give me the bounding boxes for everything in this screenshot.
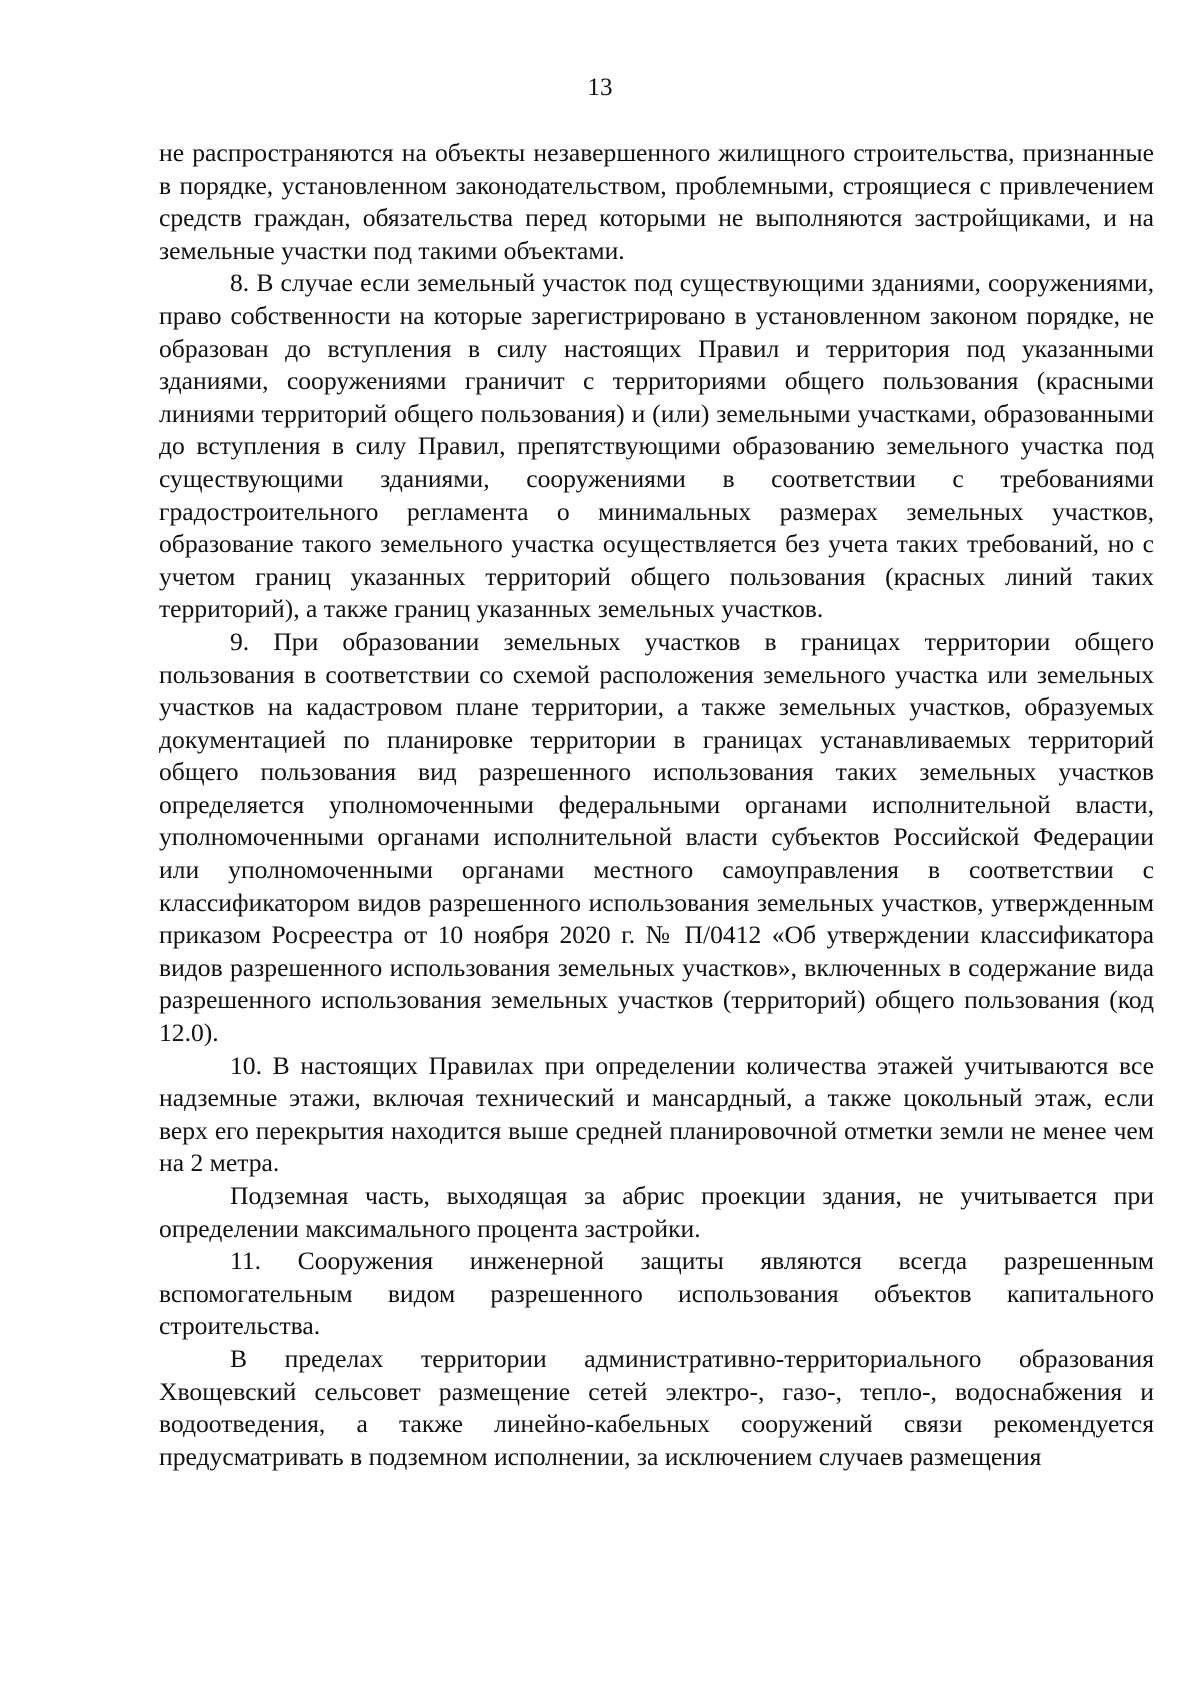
paragraph-continuation: не распространяются на объекты незавершенного жилищного строительства, признанные в порядке, установленном законодательством, проблемными, строящиеся с привлечением средств граждан, обязательства перед которыми не выполняются застройщиками, и на земельные участки под такими объектами.: [159, 138, 1154, 265]
paragraph-item-8: 8. В случае если земельный участок под существующими зданиями, сооружениями, право собственности на которые зарегистрировано в установленном законом порядке, не образован до вступления в силу настоящих Правил и территория под указанными зданиями, сооружениями граничит с территориями общего пользования (красными линиями территорий общего пользования) и (или) земельными участками, образованными до вступления в силу Правил, препятствующими образованию земельного участка под существующими зданиями, сооружениями в соответствии с требованиями градостроительного регламента о минимальных размерах земельных участков, образование такого земельного участка осуществляется без учета таких требований, но с учетом границ указанных территорий общего пользования (красных линий таких территорий), а также границ указанных земельных участков.: [159, 268, 1154, 624]
paragraph-networks-placement: В пределах территории административно-территориального образования Хвощевский сельсовет размещение сетей электро-, газо-, тепло-, водоснабжения и водоотведения, а также линейно-кабельных сооружений связи рекомендуется предусматривать в подземном исполнении, за исключением случаев размещения: [159, 1343, 1154, 1471]
paragraph-item-9: 9. При образовании земельных участков в границах территории общего пользования в соответствии со схемой расположения земельного участка или земельных участков на кадастровом плане территории, а также земельных участков, образуемых документацией по планировке территории в границах устанавливаемых территорий общего пользования вид разрешенного использования таких земельных участков определяется уполномоченными федеральными органами исполнительной власти, уполномоченными органами исполнительной власти субъектов Российской Федерации или уполномоченными органами местного самоуправления в соответствии с классификатором видов разрешенного использования земельных участков, утвержденным приказом Росреестра от 10 ноября 2020 г. № П/0412 «Об утверждении классификатора видов разрешенного использования земельных участков», включенных в содержание вида разрешенного использования земельных участков (территорий) общего пользования (код 12.0).: [159, 626, 1154, 1048]
paragraph-item-10: 10. В настоящих Правилах при определении количества этажей учитываются все надземные этажи, включая технический и мансардный, а также цокольный этаж, если верх его перекрытия находится выше средней планировочной отметки земли не менее чем на 2 метра.: [159, 1050, 1154, 1178]
paragraph-item-11: 11. Сооружения инженерной защиты являются всегда разрешенным вспомогательным видом разрешенного использования объектов капитального строительства.: [159, 1246, 1154, 1341]
document-body: [159, 137, 1154, 1473]
paragraph-underground-part: Подземная часть, выходящая за абрис проекции здания, не учитывается при определении максимального процента застройки.: [159, 1181, 1154, 1243]
page-number: 13: [587, 74, 613, 101]
